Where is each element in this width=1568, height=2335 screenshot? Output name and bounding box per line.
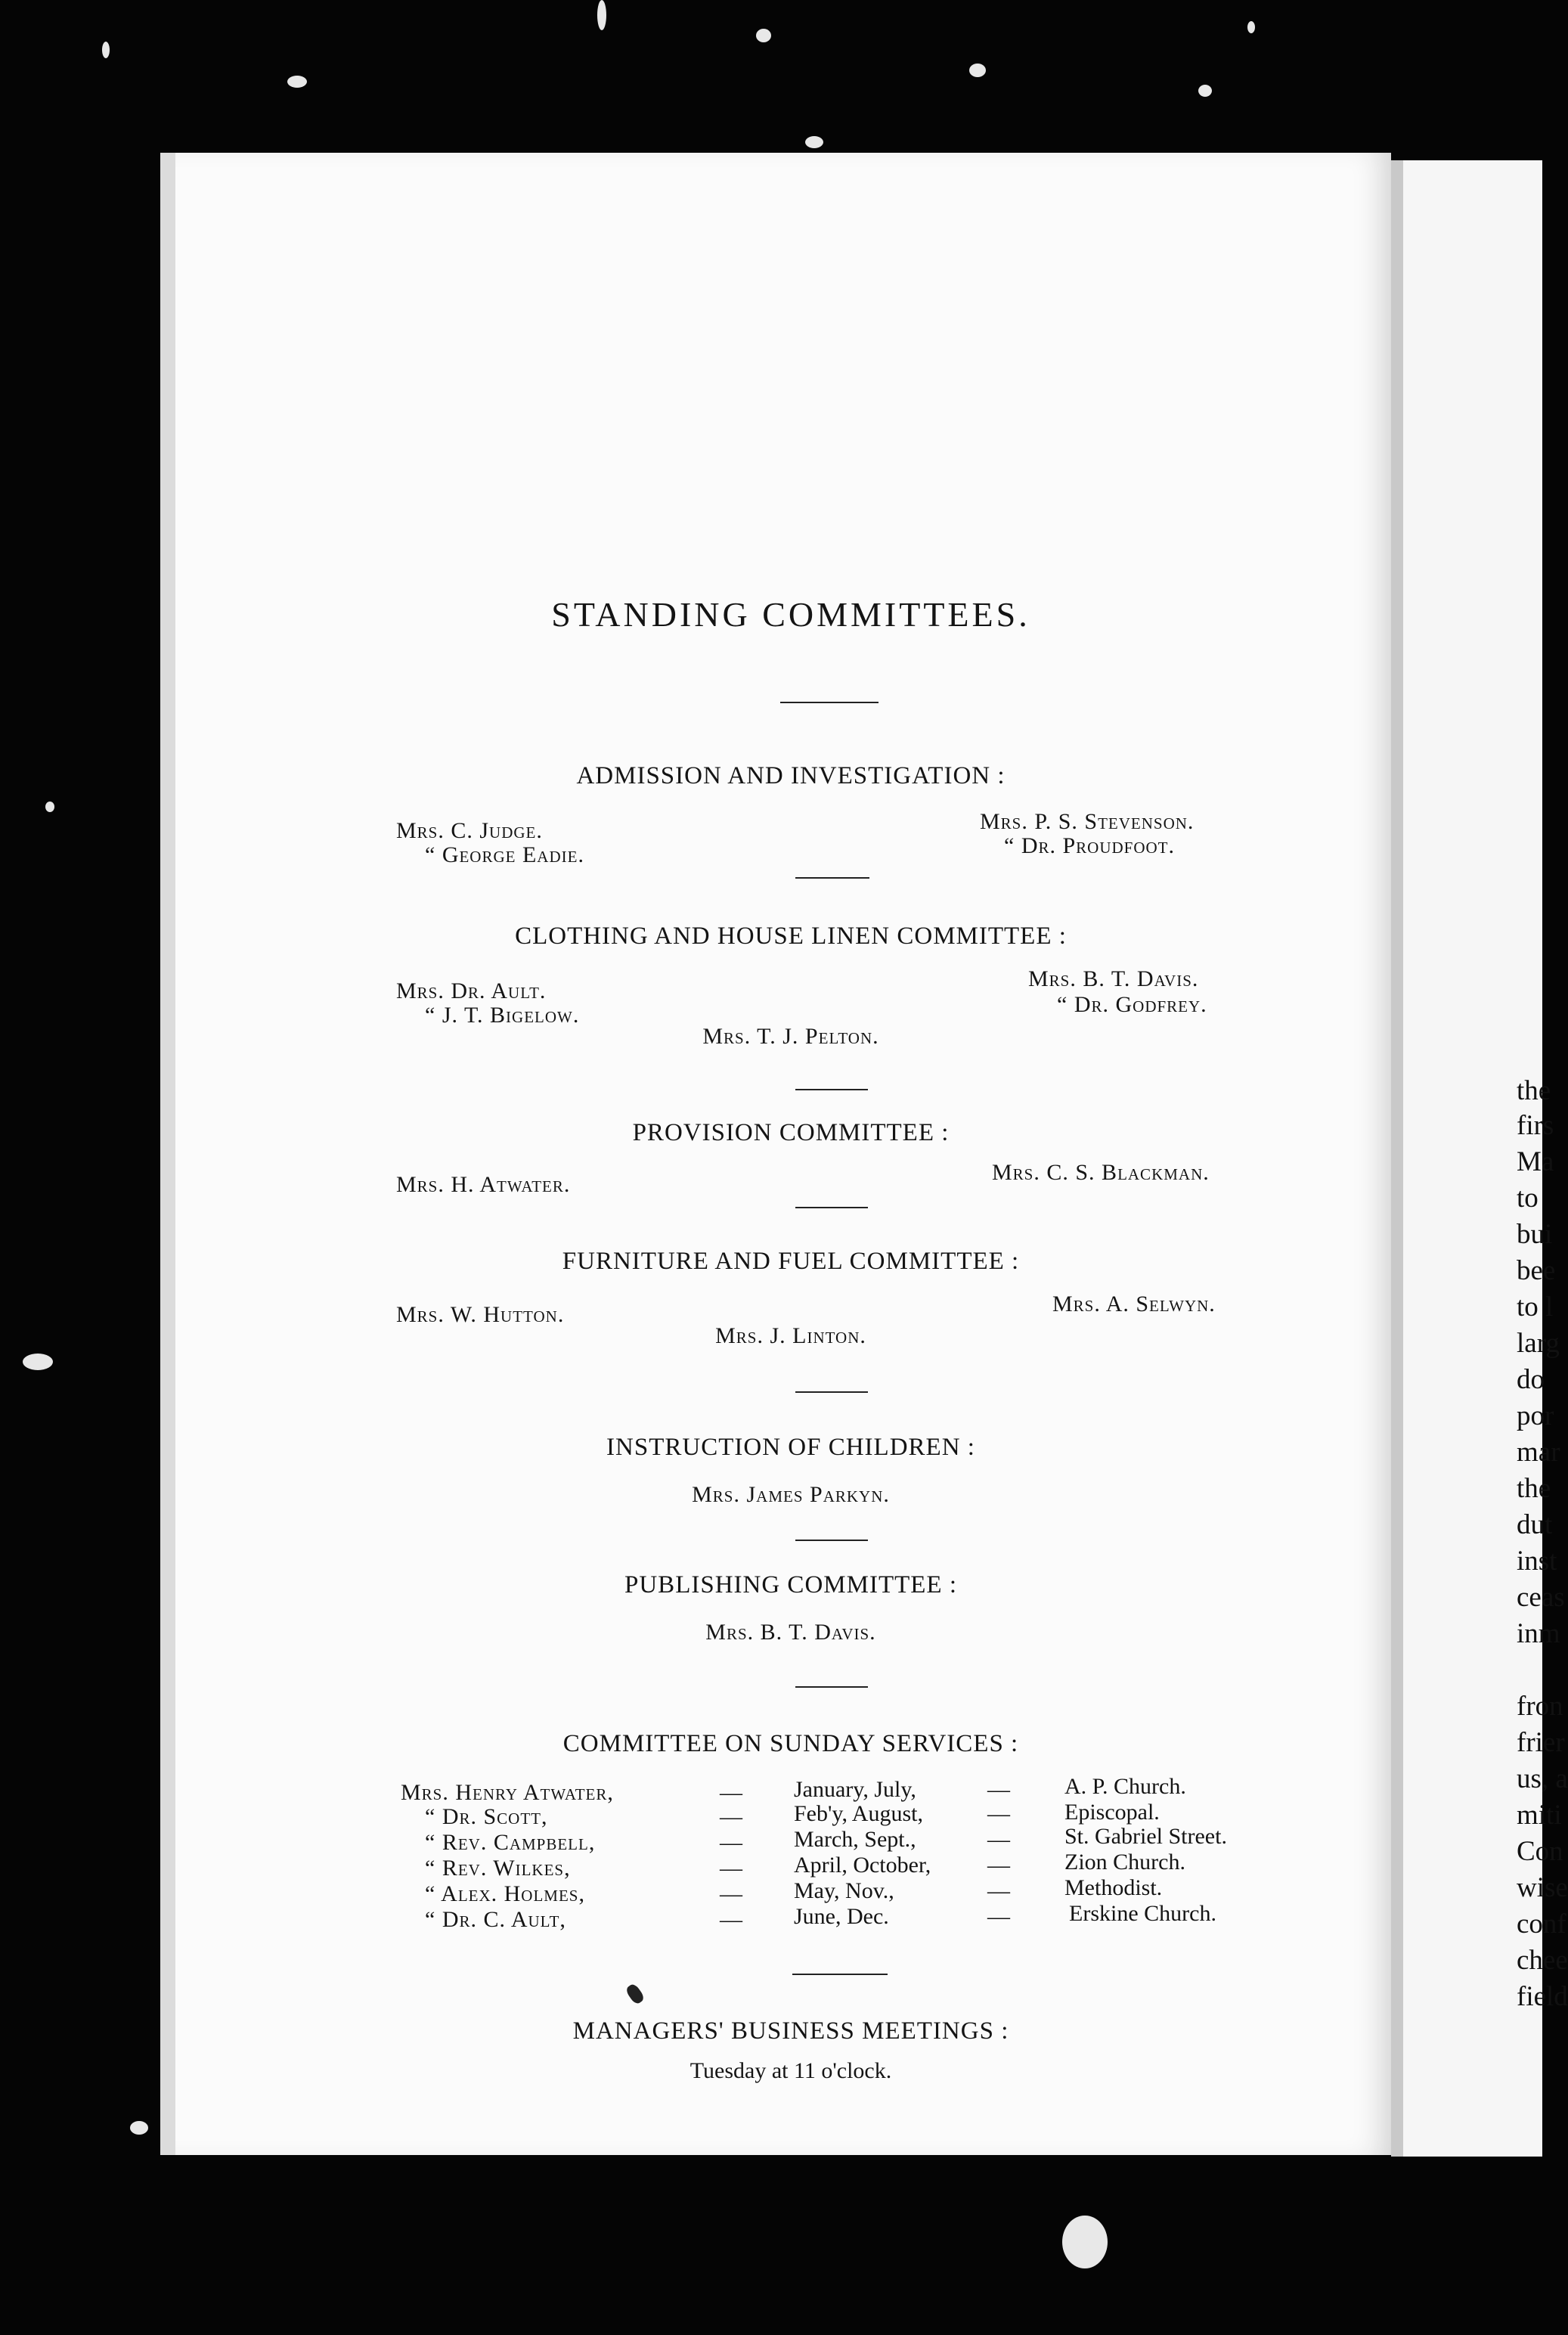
provision-heading: PROVISION COMMITTEE : [632,1119,950,1146]
table-cell-dash: — [987,1878,1010,1903]
sunday-heading: COMMITTEE ON SUNDAY SERVICES : [562,1730,1019,1757]
table-cell-dash: — [987,1801,1010,1826]
facing-page-text: fron [1517,1691,1563,1722]
table-cell-church: Methodist. [1064,1875,1163,1900]
table-cell-dash: — [987,1777,1010,1802]
table-cell-dash: — [720,1780,742,1805]
table-cell-dash: — [987,1853,1010,1878]
furniture-member: Mrs. W. Hutton. [396,1302,565,1327]
table-cell-church: Zion Church. [1064,1850,1185,1875]
divider [795,1391,868,1393]
dust-speck [805,136,823,148]
facing-page-text: bee [1517,1255,1556,1286]
table-cell-dash: — [720,1804,742,1829]
dust-speck [130,2121,148,2135]
facing-page-text: mar [1517,1437,1560,1468]
admission-heading: ADMISSION AND INVESTIGATION : [576,762,1006,789]
admission-member: Mrs. P. S. Stevenson. [980,809,1195,834]
facing-page-text: firs [1517,1110,1554,1141]
table-cell-months: June, Dec. [794,1904,889,1929]
dust-speck [969,64,986,77]
table-cell-months: Feb'y, August, [794,1801,923,1826]
table-cell-months: January, July, [794,1777,916,1802]
facing-page-text: frier [1517,1727,1565,1758]
facing-page-text: Con [1517,1836,1563,1867]
dust-speck [23,1354,53,1370]
facing-page-text: field [1517,1981,1568,2012]
facing-page-text: larg [1517,1328,1560,1359]
dust-speck [287,76,307,88]
provision-member: Mrs. C. S. Blackman. [992,1160,1210,1185]
dust-speck [102,42,110,58]
meetings-heading: MANAGERS' BUSINESS MEETINGS : [572,2017,1009,2045]
facing-page-text: us, a [1517,1763,1568,1794]
page-title: STANDING COMMITTEES. [551,595,1030,634]
clothing-member: Mrs. Dr. Ault. [396,978,547,1003]
divider [795,1540,868,1541]
divider [795,1207,868,1208]
table-cell-church: Episcopal. [1064,1800,1160,1825]
table-cell-months: May, Nov., [794,1878,894,1903]
facing-page-text: inst [1517,1546,1557,1577]
dust-speck [597,0,606,30]
table-cell-months: March, Sept., [794,1827,916,1852]
facing-page-text: por [1517,1400,1554,1431]
meetings-time: Tuesday at 11 o'clock. [689,2058,892,2083]
divider [795,877,869,879]
admission-member: “ George Eadie. [425,842,584,867]
clothing-member: “ Dr. Godfrey. [1057,992,1207,1017]
facing-page-text: Ma [1517,1146,1554,1177]
table-cell-church: A. P. Church. [1064,1774,1186,1799]
admission-member: Mrs. C. Judge. [396,818,543,843]
publishing-member: Mrs. B. T. Davis. [705,1620,876,1645]
divider [795,1089,868,1090]
facing-page-text: to [1517,1183,1539,1214]
clothing-member: “ J. T. Bigelow. [425,1003,580,1028]
facing-page-text: miti [1517,1800,1562,1831]
table-cell-dash: — [720,1881,742,1906]
facing-page-text: the [1517,1075,1551,1106]
facing-page-text: do [1517,1364,1545,1395]
divider [780,702,879,703]
divider [795,1686,868,1688]
document-page [160,153,1391,2155]
table-cell-dash: — [720,1907,742,1932]
instruction-member: Mrs. James Parkyn. [692,1482,890,1507]
clothing-member: Mrs. T. J. Pelton. [702,1024,879,1049]
facing-page [1391,160,1568,2157]
ink-blot [624,1983,646,2005]
table-cell-dash: — [720,1856,742,1881]
facing-page-text: wise [1517,1872,1568,1903]
dust-speck [1198,85,1212,97]
dust-speck [1062,2216,1108,2268]
divider [792,1974,888,1975]
table-cell-church: Erskine Church. [1069,1901,1216,1926]
provision-member: Mrs. H. Atwater. [396,1172,571,1197]
furniture-heading: FURNITURE AND FUEL COMMITTEE : [562,1248,1020,1275]
facing-page-text: conf [1517,1909,1566,1940]
furniture-member: Mrs. J. Linton. [715,1323,866,1348]
facing-page-text: chee [1517,1945,1568,1976]
clothing-member: Mrs. B. T. Davis. [1028,966,1199,991]
dust-speck [45,802,54,812]
table-cell-name: “ Alex. Holmes, [425,1881,585,1906]
table-cell-name: Mrs. Henry Atwater, [401,1780,614,1805]
admission-member: “ Dr. Proudfoot. [1004,833,1176,858]
clothing-heading: CLOTHING AND HOUSE LINEN COMMITTEE : [515,923,1067,950]
table-cell-name: “ Dr. Scott, [425,1804,548,1829]
dust-speck [1247,21,1255,33]
table-cell-name: “ Rev. Campbell, [425,1830,596,1855]
facing-page-text: bui [1517,1219,1553,1250]
publishing-heading: PUBLISHING COMMITTEE : [624,1571,957,1599]
facing-page-text: ceas [1517,1582,1565,1613]
table-cell-dash: — [987,1904,1010,1929]
facing-page-text: the [1517,1473,1551,1504]
table-cell-name: “ Rev. Wilkes, [425,1856,571,1881]
table-cell-church: St. Gabriel Street. [1064,1824,1227,1849]
facing-page-text: to l [1517,1292,1554,1323]
table-cell-dash: — [720,1830,742,1855]
table-cell-months: April, October, [794,1853,931,1878]
facing-page-text: dut [1517,1509,1553,1540]
table-cell-name: “ Dr. C. Ault, [425,1907,566,1932]
facing-page-text: inm [1517,1618,1560,1649]
furniture-member: Mrs. A. Selwyn. [1052,1292,1216,1316]
page-content [175,153,1406,2155]
instruction-heading: INSTRUCTION OF CHILDREN : [606,1434,975,1461]
table-cell-dash: — [987,1827,1010,1852]
dust-speck [756,29,771,42]
